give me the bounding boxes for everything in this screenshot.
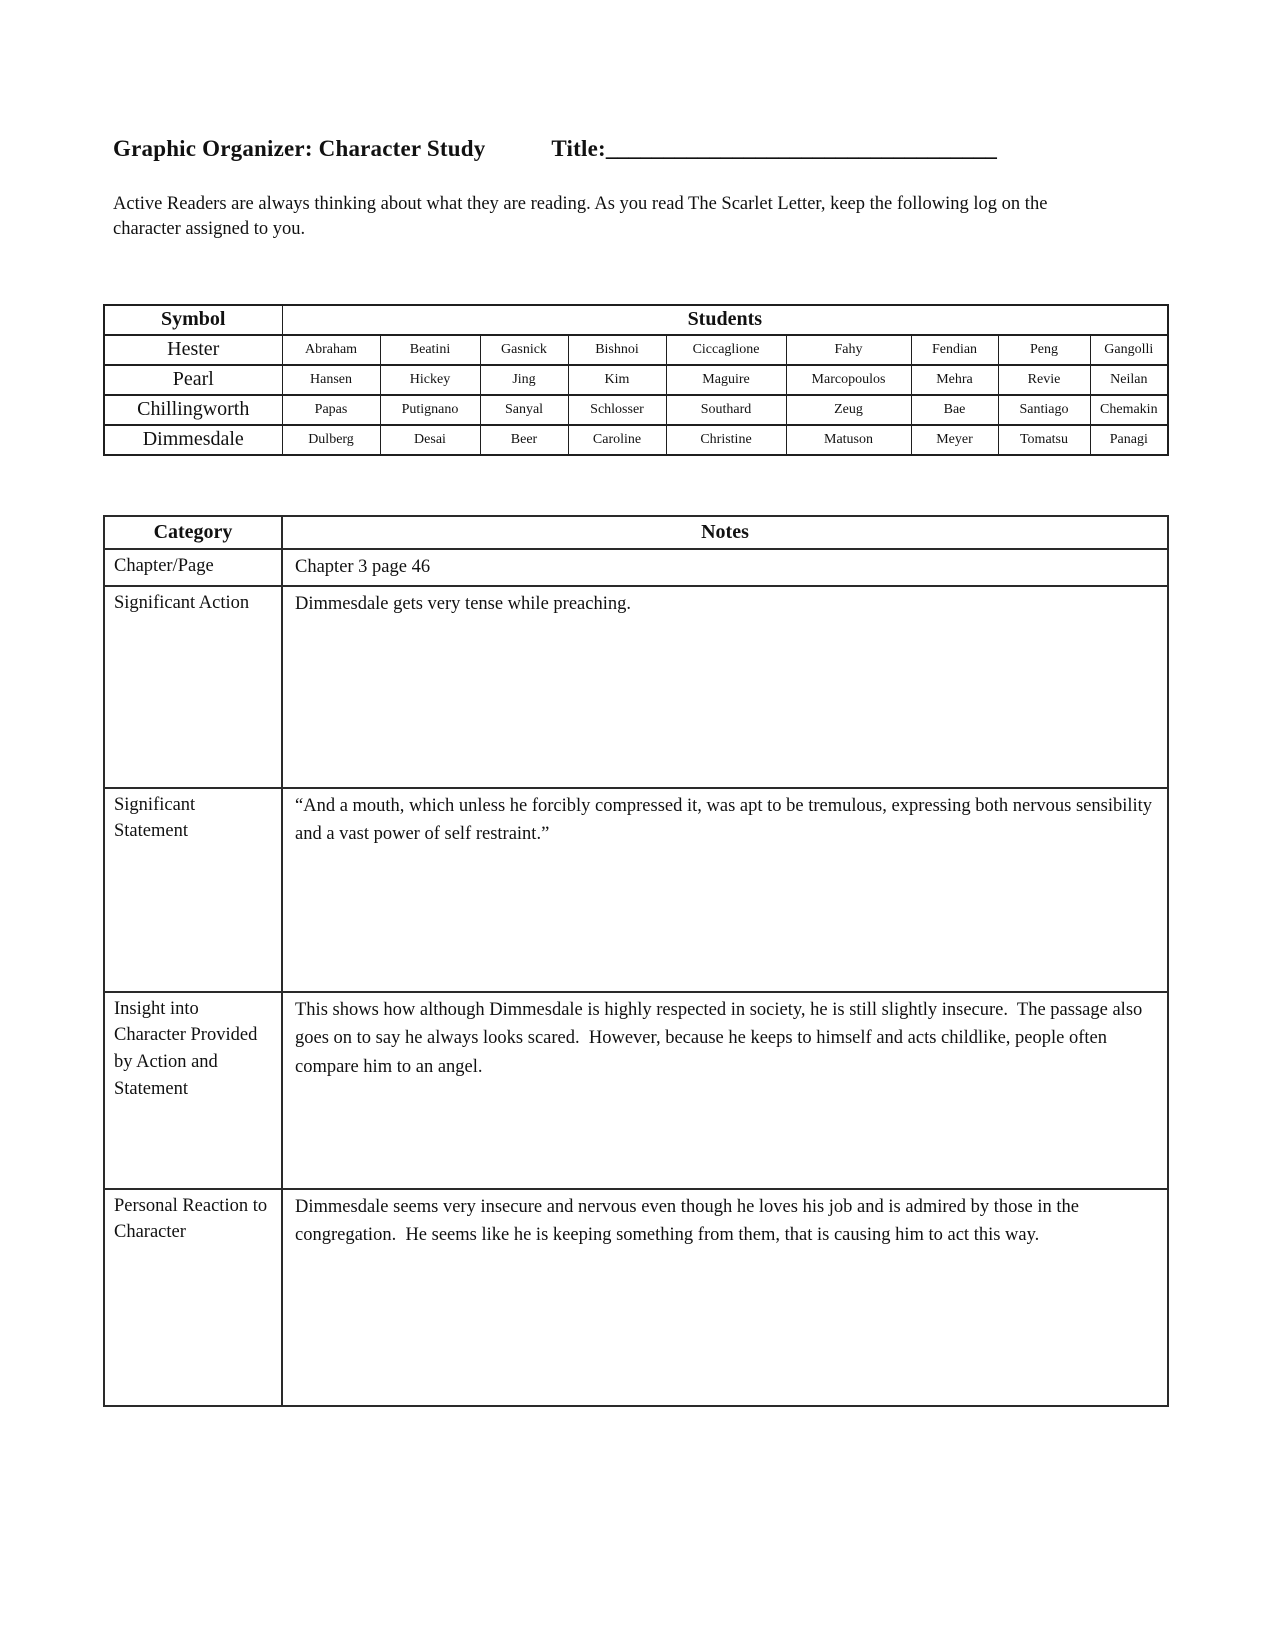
category-cell-chapter-page: Chapter/Page (104, 549, 282, 586)
student-cell: Fahy (786, 335, 911, 365)
intro-paragraph: Active Readers are always thinking about what they are reading. As you read The Scarlet Letter, keep the following log on the character assigned to you. (113, 194, 1048, 239)
student-cell: Desai (380, 425, 480, 455)
notes-cell-chapter-page: Chapter 3 page 46 (282, 549, 1168, 586)
title-blank-line: __________________________________ (605, 136, 997, 161)
student-cell: Chemakin (1090, 395, 1168, 425)
table-row (104, 365, 1168, 395)
student-cell: Schlosser (568, 395, 666, 425)
character-log-table (103, 515, 1169, 1407)
student-cell: Bae (911, 395, 998, 425)
student-cell: Putignano (380, 395, 480, 425)
category-cell-insight: Insight into Character Provided by Action and Statement (104, 992, 282, 1189)
students-column-header: Students (282, 305, 1168, 335)
student-cell: Zeug (786, 395, 911, 425)
notes-cell-insight: This shows how although Dimmesdale is highly respected in society, he is still slightly insecure. The passage also goes on to say he always looks scared. However, because he keeps to himself and acts childlike, people often compare him to an angel. (282, 992, 1168, 1189)
student-cell: Bishnoi (568, 335, 666, 365)
symbol-column-header: Symbol (104, 305, 282, 335)
student-cell: Fendian (911, 335, 998, 365)
student-cell: Beatini (380, 335, 480, 365)
student-cell: Dulberg (282, 425, 380, 455)
student-cell: Meyer (911, 425, 998, 455)
category-cell-personal-reaction: Personal Reaction to Character (104, 1189, 282, 1406)
notes-cell-significant-action: Dimmesdale gets very tense while preaching. (282, 586, 1168, 788)
student-cell: Santiago (998, 395, 1090, 425)
student-cell: Papas (282, 395, 380, 425)
category-cell-significant-statement: Significant Statement (104, 788, 282, 992)
student-cell: Southard (666, 395, 786, 425)
student-cell: Tomatsu (998, 425, 1090, 455)
student-cell: Maguire (666, 365, 786, 395)
table-row (104, 1189, 1168, 1406)
category-column-header: Category (104, 516, 282, 549)
student-cell: Marcopoulos (786, 365, 911, 395)
student-cell: Hickey (380, 365, 480, 395)
student-cell: Kim (568, 365, 666, 395)
page-heading (113, 136, 1275, 162)
symbol-cell-pearl: Pearl (104, 365, 282, 395)
student-cell: Peng (998, 335, 1090, 365)
table-row (104, 992, 1168, 1189)
student-cell: Beer (480, 425, 568, 455)
student-cell: Panagi (1090, 425, 1168, 455)
symbol-cell-chillingworth: Chillingworth (104, 395, 282, 425)
student-cell: Revie (998, 365, 1090, 395)
assignments-table (103, 304, 1169, 456)
notes-column-header: Notes (282, 516, 1168, 549)
student-cell: Ciccaglione (666, 335, 786, 365)
student-cell: Gangolli (1090, 335, 1168, 365)
table-row (104, 586, 1168, 788)
notes-cell-significant-statement: “And a mouth, which unless he forcibly compressed it, was apt to be tremulous, expressing both nervous sensibility and a vast power of self restraint.” (282, 788, 1168, 992)
symbol-cell-dimmesdale: Dimmesdale (104, 425, 282, 455)
notes-cell-personal-reaction: Dimmesdale seems very insecure and nervous even though he loves his job and is admired by those in the congregation. He seems like he is keeping something from them, that is causing him to act this way. (282, 1189, 1168, 1406)
student-cell: Jing (480, 365, 568, 395)
table-row (104, 335, 1168, 365)
table-row (104, 788, 1168, 992)
student-cell: Mehra (911, 365, 998, 395)
title-label: Title: (551, 136, 606, 161)
table-row (104, 549, 1168, 586)
student-cell: Abraham (282, 335, 380, 365)
student-cell: Neilan (1090, 365, 1168, 395)
document-title: Graphic Organizer: Character Study (113, 136, 486, 161)
student-cell: Christine (666, 425, 786, 455)
category-cell-significant-action: Significant Action (104, 586, 282, 788)
table-row (104, 395, 1168, 425)
student-cell: Sanyal (480, 395, 568, 425)
student-cell: Hansen (282, 365, 380, 395)
student-cell: Gasnick (480, 335, 568, 365)
student-cell: Caroline (568, 425, 666, 455)
student-cell: Matuson (786, 425, 911, 455)
symbol-cell-hester: Hester (104, 335, 282, 365)
table-row (104, 425, 1168, 455)
